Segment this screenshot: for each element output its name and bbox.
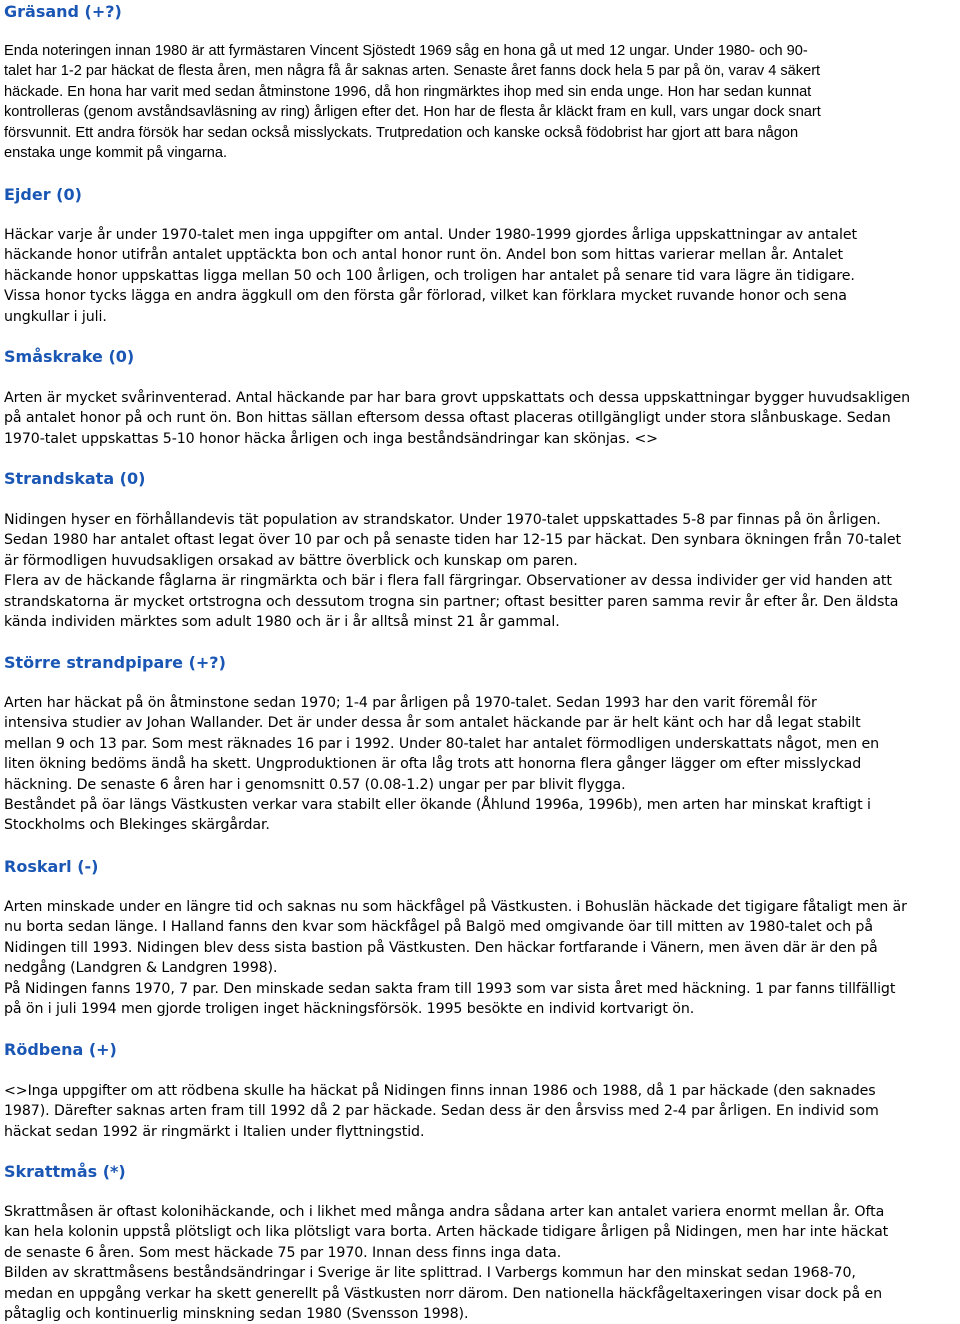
- section-heading-storre-strandpipare: Större strandpipare (+?): [4, 653, 226, 672]
- section-text-ejder: Häckar varje år under 1970-talet men inga uppgifter om antal. Under 1980-1999 gjordes årliga uppskattningar av antalet häckande honor utifrån antalet upptäckta bon och antal honor runt ön. Andel bon som hittas varierar mellan år. Antalet häckande honor uppskattas ligga mellan 50 och 100 årligen, och troligen har antalet på senare tid vara lägre än tidigare. Vissa honor tycks lägga en andra äggkull om den första går förlorad, vilket kan förklara mycket ruvande honor och sena ungkullar i juli.: [4, 227, 857, 325]
- section-heading-strandskata: Strandskata (0): [4, 469, 146, 488]
- section-text-grasand: Enda noteringen innan 1980 är att fyrmästaren Vincent Sjöstedt 1969 såg en hona gå ut med 12 ungar. Under 1980- och 90- talet har 1-2 par häckat de flesta åren, men några få år saknas arten. Senaste året fanns dock hela 5 par på ön, varav 4 säkert häckade. En hona har varit med sedan åtminstone 1996, då hon ringmärktes ihop med sin enda unge. Hon har sedan kunnat kontrolleras (genom avståndsavläsning av ring) årligen efter det. Hon har de flesta år kläckt fram en kull, vars ungar dock snart försvunnit. Ett andra försök har sedan också misslyckats. Trutpredation och kanske också födobrist har gjort att bara någon enstaka unge kommit på vingarna.: [4, 43, 821, 162]
- section-heading-smaskrake: Småskrake (0): [4, 347, 135, 366]
- section-text-strandskata: Nidingen hyser en förhållandevis tät population av strandskator. Under 1970-talet uppskattades 5-8 par finnas på ön årligen. Sedan 1980 har antalet oftast legat över 10 par och på senaste tiden har 12-15 par häckat. Den synbara ökningen från 70-talet är förmodligen huvudsakligen orsakad av bättre överblick och kunskap om paren. Flera av de häckande fåglarna är ringmärkta och bär i flera fall färgringar. Observationer av dessa individer ger vid handen att strandskatorna är mycket ortstrogna och dessutom trogna sin partner; oftast besitter paren samma revir år efter år. Den äldsta kända individen märktes som adult 1980 och är i år alltså minst 21 år gammal.: [4, 512, 901, 631]
- section-text-smaskrake: Arten är mycket svårinventerad. Antal häckande par har bara grovt uppskattats och dessa uppskattningar bygger huvudsakligen på antalet honor på och runt ön. Bon hittas sällan eftersom dessa oftast placeras otillgängligt under stora slånbuskage. Sedan 1970-talet uppskattas 5-10 honor häcka årligen och inga beståndsändringar kan skönjas. <>: [4, 390, 911, 447]
- section-text-rodbena: <>Inga uppgifter om att rödbena skulle ha häckat på Nidingen finns innan 1986 och 1988, då 1 par häckade (den saknades 1987). Därefter saknas arten fram till 1992 då 2 par häckade. Sedan dess är den årsviss med 2-4 par årligen. En individ som häckat sedan 1992 är ringmärkt i Italien under flyttningstid.: [4, 1083, 879, 1140]
- section-heading-roskarl: Roskarl (-): [4, 857, 99, 876]
- section-text-skrattmas: Skrattmåsen är oftast kolonihäckande, och i likhet med många andra sådana arter kan antalet variera enormt mellan år. Ofta kan hela kolonin uppstå plötsligt och lika plötsligt vara borta. Arten häckade tidigare årligen på Nidingen, men har inte häckat de senaste 6 åren. Som mest häckade 75 par 1970. Innan dess finns inga data. Bilden av skrattmåsens beståndsändringar i Sverige är lite splittrad. I Varbergs kommun har den minskat sedan 1968-70, medan en uppgång verkar ha skett generellt på Västkusten norr därom. Den nationella häckfågeltaxeringen visar dock på en påtaglig och kontinuerlig minskning sedan 1980 (Svensson 1998).: [4, 1204, 889, 1323]
- section-heading-rodbena: Rödbena (+): [4, 1040, 117, 1059]
- section-heading-grasand: Gräsand (+?): [4, 2, 122, 21]
- section-text-roskarl: Arten minskade under en längre tid och saknas nu som häckfågel på Västkusten. i Bohuslän häckade det tigigare fåtaligt men är nu borta sedan länge. I Halland fanns den kvar som häckfågel på Balgö med omgivande öar till mitten av 1980-talet och på Nidingen till 1993. Nidingen blev dess sista bastion på Västkusten. Den häckar fortfarande i Vänern, men även där är den på nedgång (Landgren & Landgren 1998). På Nidingen fanns 1970, 7 par. Den minskade sedan sakta fram till 1993 som var sista året med häckning. 1 par fanns tillfälligt på ön i juli 1994 men gjorde troligen inget häckningsförsök. 1995 besökte en individ kortvarigt ön.: [4, 899, 907, 1018]
- section-text-storre-strandpipare: Arten har häckat på ön åtminstone sedan 1970; 1-4 par årligen på 1970-talet. Sedan 1993 har den varit föremål för intensiva studier av Johan Wallander. Det är under dessa år som antalet häckande par är helt känt och har då legat stabilt mellan 9 och 13 par. Som mest räknades 16 par i 1992. Under 80-talet har antalet förmodligen underskattats något, men en liten ökning bedöms ändå ha skett. Ungproduktionen är ofta låg trots att honorna flera gånger lägger om efter misslyckad häckning. De senaste 6 åren har i genomsnitt 0.57 (0.08-1.2) ungar per par blivit flygga. Beståndet på öar längs Västkusten verkar vara stabilt eller ökande (Åhlund 1996a, 1996b), men arten har minskat kraftigt i Stockholms och Blekinges skärgårdar.: [4, 695, 880, 834]
- section-heading-skrattmas: Skrattmås (*): [4, 1162, 126, 1181]
- section-heading-ejder: Ejder (0): [4, 185, 82, 204]
